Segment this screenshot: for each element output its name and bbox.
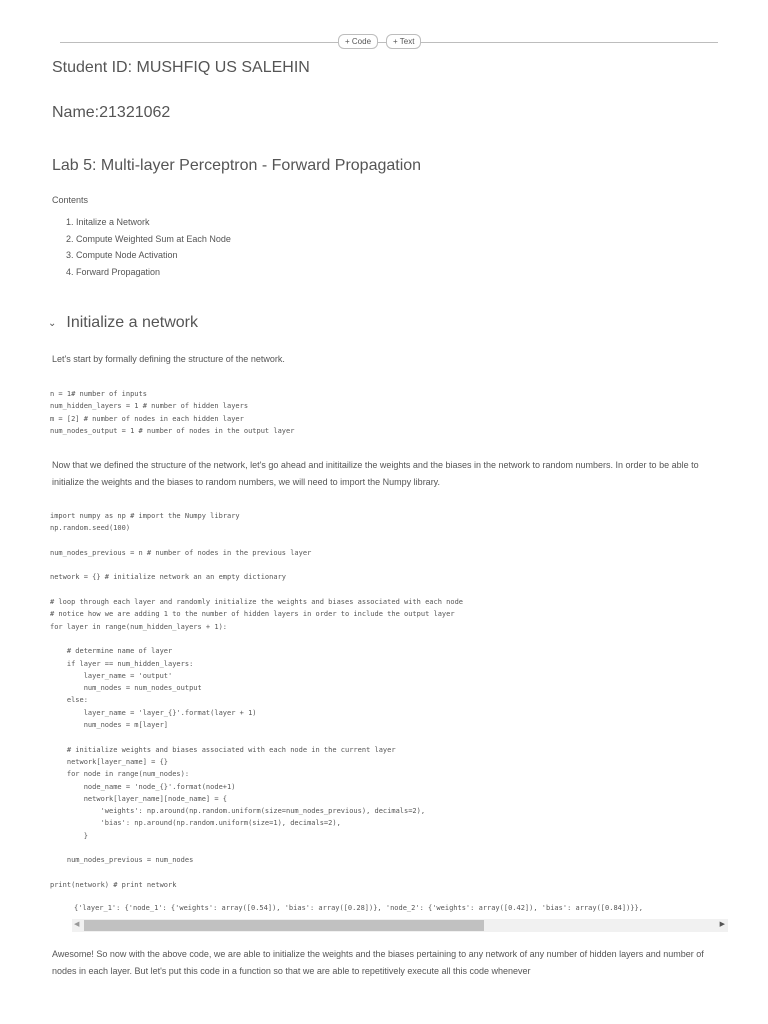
name-heading: Name:21321062 [52,104,171,121]
code-cell[interactable]: import numpy as np # import the Numpy library np.random.seed(100) num_nodes_previous = n # number of nodes in the previous layer network = {} # initialize network an an empty dictionary # loop through each layer and randomly initialize the weights and biases associated with each node # notice how we are adding 1 to the number of hidden layers in order to include the output layer for layer in range(num_hidden_layers + 1): # determine name of layer if layer == num_hidden_layers: layer_name = 'output' num_nodes = num_nodes_output else: layer_name = 'layer_{}'.format(layer + 1) num_nodes = m[layer] # initialize weights and biases associated with each node in the current layer network[layer_name] = {} for node in range(num_nodes): node_name = 'node_{}'.format(node+1) network[layer_name][node_name] = { 'weights': np.around(np.random.uniform(size=num_nodes_previous), decimals=2), 'bias': np.around(np.random.uniform(size=1), decimals=2), } num_nodes_previous = num_nodes print(network) # print network [50,512,464,889]
horizontal-scrollbar[interactable] [72,919,728,932]
code-cell[interactable]: n = 1# number of inputs num_hidden_layers = 1 # number of hidden layers m = [2] # number of nodes in each hidden layer num_nodes_output = 1 # number of nodes in the output layer [50,390,295,435]
add-code-button[interactable]: + Code [338,34,378,49]
contents-item: 2. Compute Weighted Sum at Each Node [76,231,231,248]
contents-list [50,214,231,280]
contents-item: 4. Forward Propagation [76,264,231,281]
page-title: Lab 5: Multi-layer Perceptron - Forward Propagation [52,157,422,174]
text-cell: Now that we defined the structure of the network, let's go ahead and inititailize the weights and the biases in the network to random numbers. In order to be able to initialize the weights and the biases to random numbers, we will need to import the Numpy library. [52,460,699,487]
contents-item: 1. Initalize a Network [76,214,231,231]
text-cell: Awesome! So now with the above code, we are able to initialize the weights and the biases pertaining to any network of any number of hidden layers and number of nodes in each layer. But let's put this code in a function so that we are able to repetitively execute all this code whenever [52,949,704,976]
scroll-left-icon[interactable]: ◀ [74,921,80,928]
contents-item: 3. Compute Node Activation [76,247,231,264]
text-cell: Let's start by formally defining the structure of the network. [52,354,285,364]
section-title: Initialize a network [66,314,199,331]
scrollbar-thumb[interactable] [84,920,484,931]
section-header[interactable] [48,314,198,332]
add-cell-toolbar [338,34,421,49]
scroll-right-icon[interactable]: ▶ [719,921,725,928]
student-id-heading: Student ID: MUSHFIQ US SALEHIN [52,59,310,76]
cell-output: {'layer_1': {'node_1': {'weights': array([0.54]), 'bias': array([0.28])}, 'node_2': {'weights': array([0.42]), 'bias': array([0.84])}}, [74,904,643,912]
contents-label: Contents [52,195,89,205]
chevron-down-icon[interactable]: ⌄ [48,317,57,329]
add-text-button[interactable]: + Text [386,34,421,49]
